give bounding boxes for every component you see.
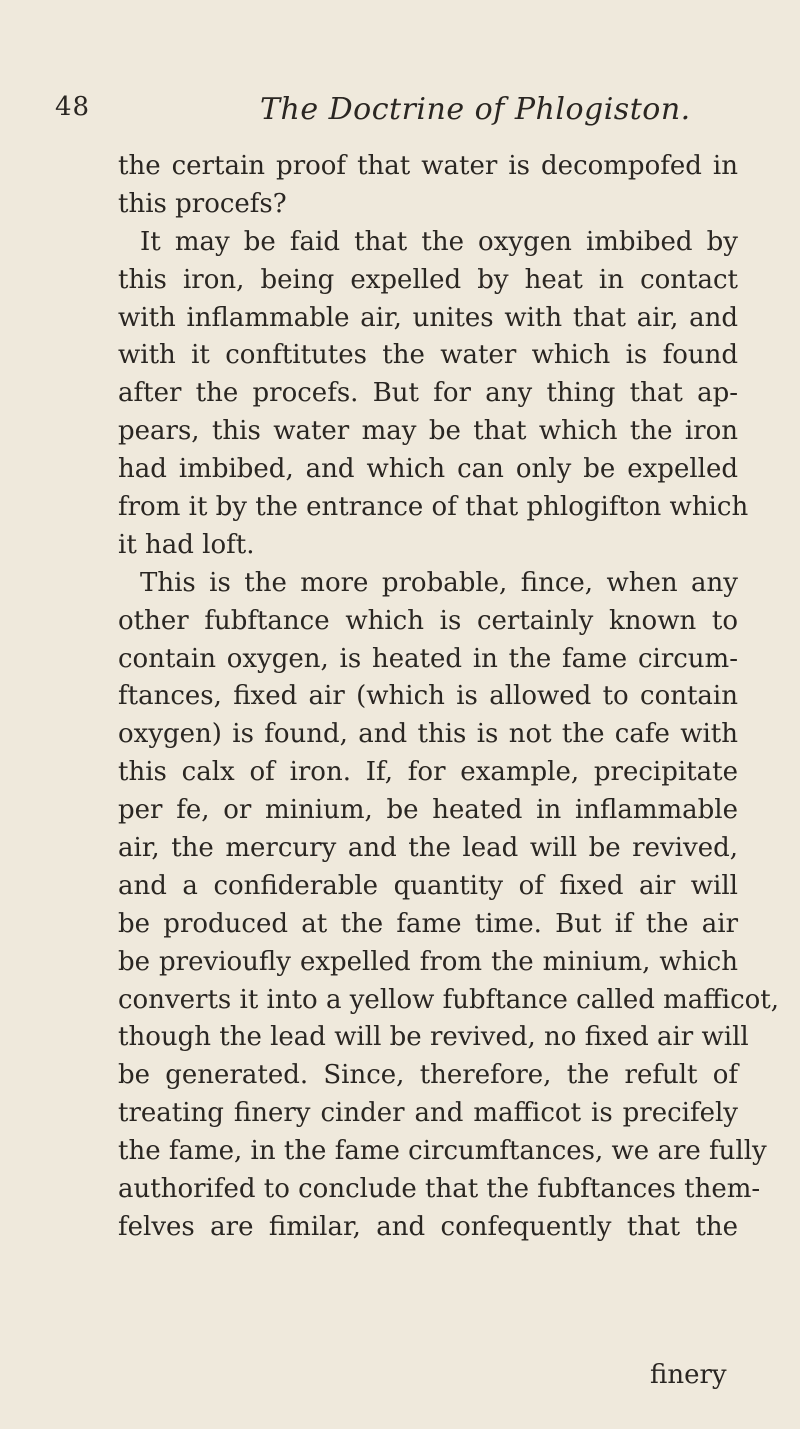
text-line: though the lead will be revived, no fixed air will <box>118 1022 749 1053</box>
text-line: this procefs? <box>118 188 287 219</box>
body-text <box>118 148 780 1247</box>
text-line: it had loft. <box>118 529 255 560</box>
text-line: this iron, being expelled by heat in contact <box>118 264 738 295</box>
text-line: contain oxygen, is heated in the fame circum- <box>118 643 738 674</box>
catchword: finery <box>650 1360 727 1390</box>
text-line: the certain proof that water is decompofed in <box>118 151 738 181</box>
text-line: other fubftance which is certainly known to <box>118 605 738 636</box>
text-line: with it conftitutes the water which is found <box>118 340 738 371</box>
text-line: It may be faid that the oxygen imbibed by <box>140 226 738 257</box>
text-line: from it by the entrance of that phlogifton which <box>118 492 749 523</box>
text-line: felves are fimilar, and confequently that the <box>118 1211 738 1242</box>
text-line: be generated. Since, therefore, the refult of <box>118 1060 738 1091</box>
text-line: converts it into a yellow fubftance called mafficot, <box>118 984 780 1015</box>
running-title: The Doctrine of Phlogiston. <box>260 92 691 127</box>
text-line: had imbibed, and which can only be expelled <box>118 454 738 485</box>
page-number: 48 <box>55 92 91 122</box>
text-line: air, the mercury and the lead will be revived, <box>118 833 738 864</box>
text-line: pears, this water may be that which the iron <box>118 416 738 447</box>
text-line: this calx of iron. If, for example, precipitate <box>118 757 738 788</box>
text-line: treating finery cinder and mafficot is precifely <box>118 1098 738 1129</box>
text-line: This is the more probable, fince, when any <box>140 567 738 598</box>
text-line: per fe, or minium, be heated in inflammable <box>118 795 738 826</box>
text-line: authorifed to conclude that the fubftances them- <box>118 1174 761 1205</box>
text-line: ftances, fixed air (which is allowed to contain <box>118 681 738 712</box>
text-line: with inflammable air, unites with that air, and <box>118 302 738 333</box>
text-line: after the procefs. But for any thing that ap- <box>118 378 738 409</box>
text-line: oxygen) is found, and this is not the cafe with <box>118 719 738 750</box>
text-line: be previoufly expelled from the minium, which <box>118 946 738 977</box>
text-line: be produced at the fame time. But if the air <box>118 908 738 939</box>
text-line: and a confiderable quantity of fixed air will <box>118 870 738 901</box>
page-header <box>55 92 745 132</box>
text-line: the fame, in the fame circumftances, we are fully <box>118 1136 767 1167</box>
